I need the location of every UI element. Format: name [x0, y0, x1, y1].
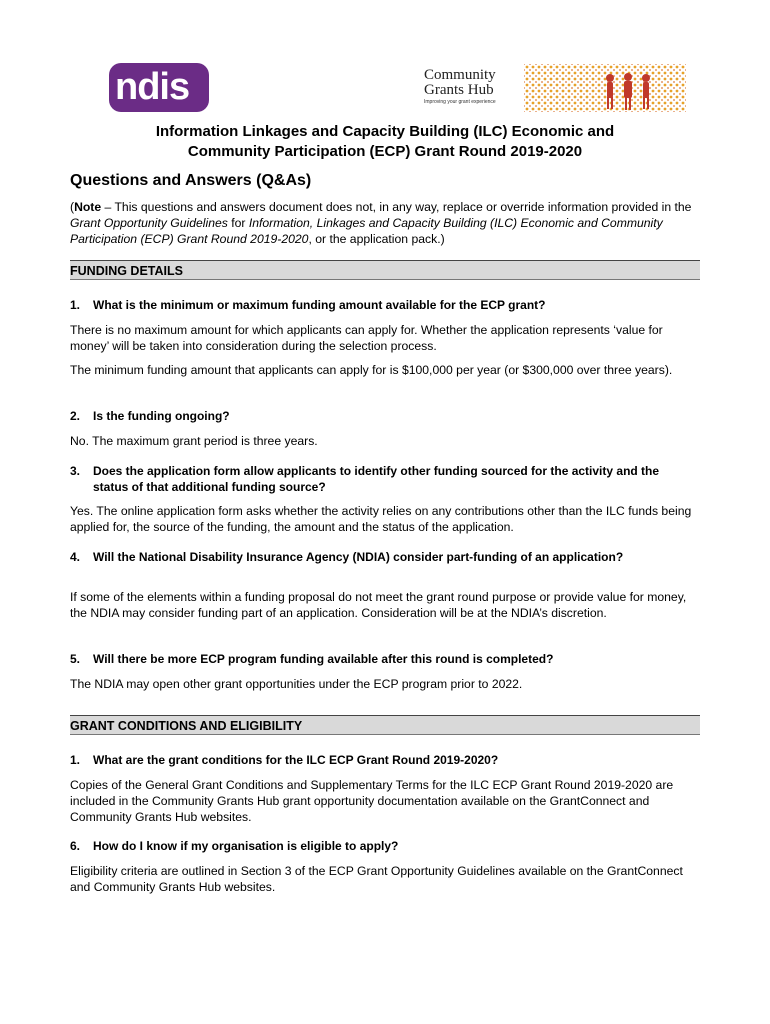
question-number: 1. — [70, 753, 81, 767]
note-text3: , or the application pack.) — [308, 232, 445, 246]
ndis-logo — [109, 63, 209, 112]
question-text: Is the funding ongoing? — [93, 409, 230, 423]
cgh-line2: Grants Hub — [424, 82, 494, 98]
cgh-line1: Community — [424, 67, 496, 83]
section-funding-details: FUNDING DETAILS — [70, 260, 700, 280]
question-funding-4 — [70, 549, 690, 565]
note-text2: for — [227, 216, 249, 230]
answer-grant-1: Copies of the General Grant Conditions and Supplementary Terms for the ILC ECP Grant Round 2019-2020 are included in the Community Grants Hub grant opportunity documentation available on the GrantConnect and Community Grants Hub websites. — [70, 778, 674, 824]
question-number: 6. — [70, 839, 81, 853]
document-title — [70, 122, 700, 162]
question-text: What are the grant conditions for the ILC ECP Grant Round 2019-2020? — [93, 753, 499, 767]
note-text1: – This questions and answers document does not, in any way, replace or override information provided in the — [101, 200, 692, 214]
note-label: Note — [74, 200, 102, 214]
note-paragraph — [70, 199, 705, 247]
ndis-logo-text: ndis — [115, 66, 190, 108]
question-number: 2. — [70, 409, 81, 423]
question-text: How do I know if my organisation is eligible to apply? — [93, 839, 399, 853]
answer-funding-3: Yes. The online application form asks whether the activity relies on any contributions other than the ILC funds being applied for, the source of the funding, the amount and the status of the application. — [70, 504, 692, 534]
answer-funding-5: The NDIA may open other grant opportunities under the ECP program prior to 2022. — [70, 677, 523, 691]
question-number: 1. — [70, 298, 81, 312]
document-title-line1: Information Linkages and Capacity Building (ILC) Economic and — [155, 123, 615, 140]
note-italic2: Information, Linkages and Capacity Building (ILC) Economic and Community Participation (ECP) Grant Round 2019-2020 — [70, 216, 663, 246]
question-funding-5 — [70, 651, 690, 667]
answer-grant-6: Eligibility criteria are outlined in Section 3 of the ECP Grant Opportunity Guidelines available on the GrantConnect and Community Grants Hub websites. — [70, 864, 683, 894]
qa-heading: Questions and Answers (Q&As) — [70, 172, 312, 189]
question-text: Does the application form allow applicants to identify other funding sourced for the activity and the status of that additional funding source? — [93, 464, 660, 494]
cgh-tagline: Improving your grant experience — [424, 99, 496, 105]
note-open: ( — [70, 200, 75, 214]
question-number: 3. — [70, 464, 81, 478]
answer-funding-2: No. The maximum grant period is three years. — [70, 434, 318, 448]
section-grant-conditions: GRANT CONDITIONS AND ELIGIBILITY — [70, 715, 700, 735]
question-text: What is the minimum or maximum funding amount available for the ECP grant? — [93, 298, 546, 312]
question-number: 4. — [70, 550, 81, 564]
question-funding-2 — [70, 408, 690, 424]
question-grant-6 — [70, 838, 690, 854]
question-text: Will there be more ECP program funding available after this round is completed? — [93, 652, 554, 666]
answer-funding-1b: The minimum funding amount that applicants can apply for is $100,000 per year (or $300,000 over three years). — [70, 363, 673, 377]
document-title-line2: Community Participation (ECP) Grant Round 2019-2020 — [187, 143, 583, 160]
note-italic1: Grant Opportunity Guidelines — [70, 216, 228, 230]
question-grant-1 — [70, 752, 690, 768]
question-text: Will the National Disability Insurance Agency (NDIA) consider part-funding of an application? — [93, 550, 624, 564]
answer-funding-1a: There is no maximum amount for which applicants can apply for. Whether the application represents ‘value for money’ will be taken into consideration during the selection process. — [70, 323, 663, 353]
question-funding-1 — [70, 297, 690, 313]
question-number: 5. — [70, 652, 81, 666]
answer-funding-4: If some of the elements within a funding proposal do not meet the grant round purpose or provide value for money, the NDIA may consider funding part of an application. Consideration will be at the NDIA’s discretion. — [70, 590, 687, 620]
community-grants-hub-logo — [420, 64, 686, 112]
question-funding-3 — [70, 463, 690, 495]
cgh-wordmark — [424, 68, 524, 106]
cgh-dot-art-icon — [524, 64, 686, 112]
